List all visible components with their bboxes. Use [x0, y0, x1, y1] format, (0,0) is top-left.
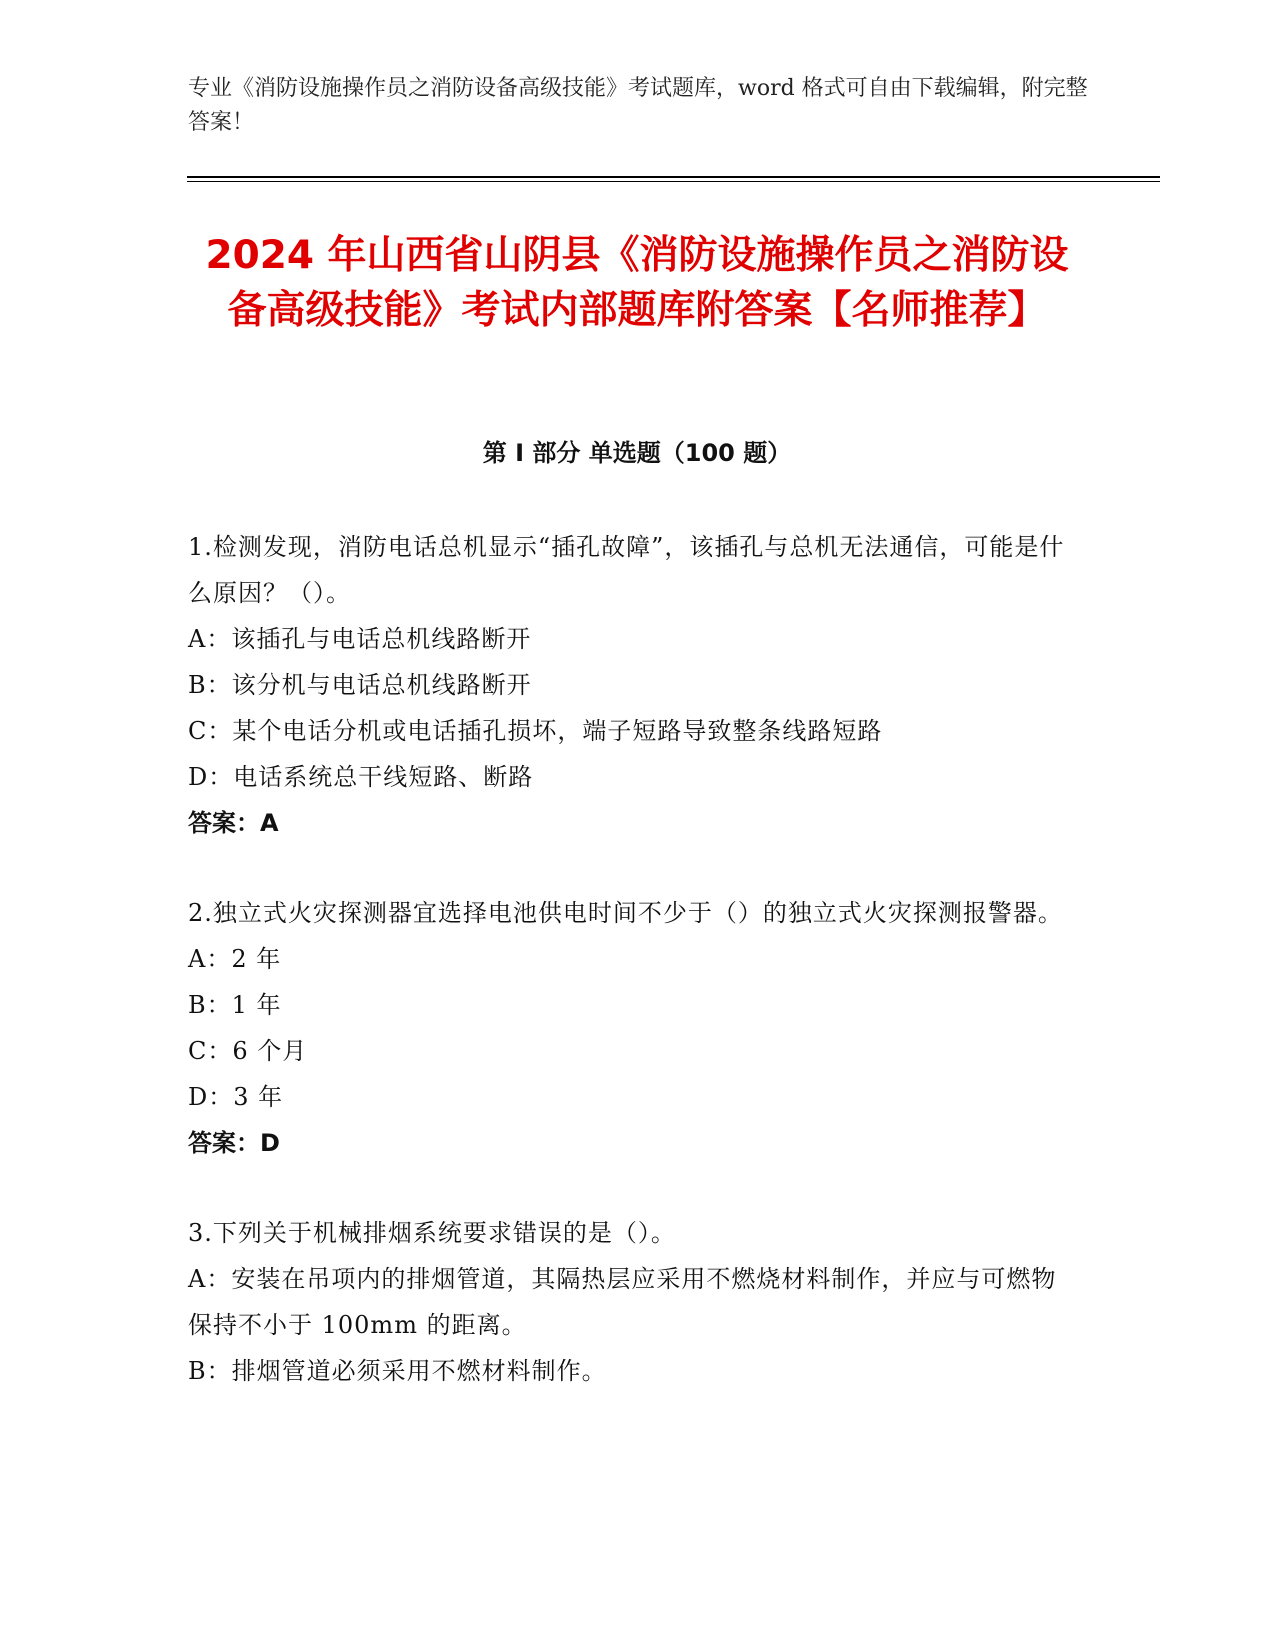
- option-b: B：该分机与电话总机线路断开: [188, 671, 532, 699]
- option-b: B：排烟管道必须采用不燃材料制作。: [188, 1357, 607, 1385]
- question-text: 2.独立式火灾探测器宜选择电池供电时间不少于（）的独立式火灾探测报警器。: [188, 899, 1063, 927]
- header-divider-thick: [187, 176, 1160, 178]
- option-a: A：2 年: [188, 945, 282, 973]
- section-heading: 第 I 部分 单选题（100 题）: [482, 439, 792, 467]
- option-a: A：安装在吊项内的排烟管道，其隔热层应采用不燃烧材料制作，并应与可燃物保持不小于 100mm 的距离。: [188, 1265, 1057, 1339]
- option-d: D：3 年: [188, 1083, 284, 1111]
- option-a: A：该插孔与电话总机线路断开: [188, 625, 532, 653]
- question-list: [188, 524, 1068, 1438]
- header-divider-thin: [187, 181, 1160, 182]
- question-2: [188, 890, 1068, 1166]
- question-1: [188, 524, 1068, 846]
- answer: 答案：A: [188, 809, 279, 837]
- document-title: 2024 年山西省山阴县《消防设施操作员之消防设备高级技能》考试内部题库附答案【名师推荐】: [205, 233, 1069, 333]
- question-3: [188, 1210, 1068, 1394]
- option-b: B：1 年: [188, 991, 282, 1019]
- question-text: 3.下列关于机械排烟系统要求错误的是（）。: [188, 1219, 676, 1247]
- option-c: C：6 个月: [188, 1037, 308, 1065]
- question-text: 1.检测发现，消防电话总机显示“插孔故障”，该插孔与总机无法通信，可能是什么原因？（）。: [188, 533, 1065, 607]
- option-d: D：电话系统总干线短路、断路: [188, 763, 534, 791]
- answer: 答案：D: [188, 1129, 280, 1157]
- option-c: C：某个电话分机或电话插孔损坏，端子短路导致整条线路短路: [188, 717, 883, 745]
- header-note: 专业《消防设施操作员之消防设备高级技能》考试题库，word 格式可自由下载编辑，附完整答案！: [188, 76, 1088, 135]
